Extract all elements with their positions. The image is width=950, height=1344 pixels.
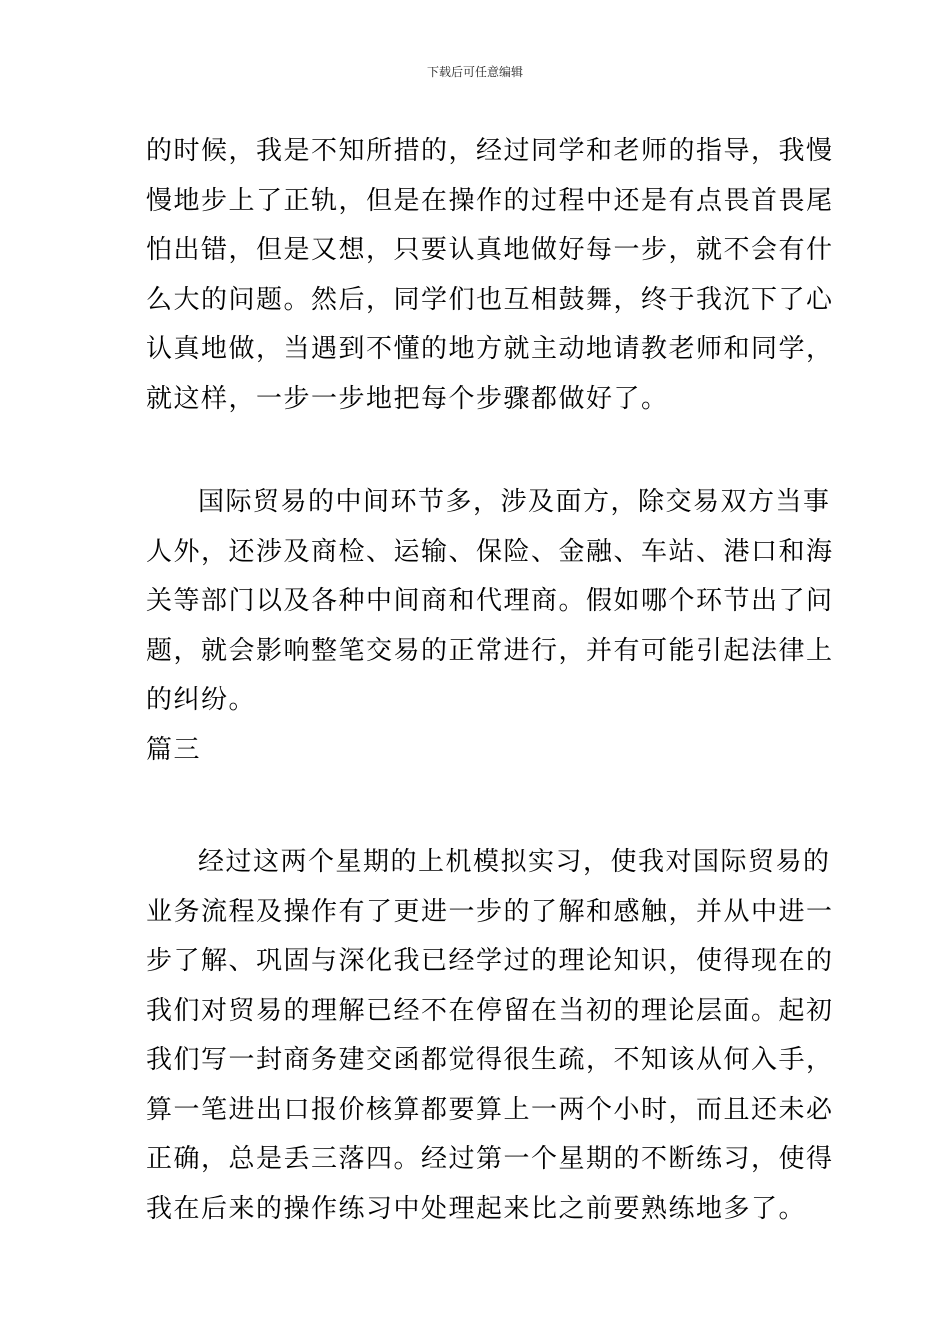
paragraph-line: 我们对贸易的理解已经不在停留在当初的理论层面。起初 bbox=[146, 995, 834, 1026]
paragraph-line: 就这样，一步一步地把每个步骤都做好了。 bbox=[146, 383, 669, 414]
paragraph-line: 正确，总是丢三落四。经过第一个星期的不断练习，使得 bbox=[146, 1144, 834, 1174]
paragraph-line: 人外，还涉及商检、运输、保险、金融、车站、港口和海 bbox=[146, 536, 834, 567]
paragraph-line: 认真地做，当遇到不懂的地方就主动地请教老师和同学， bbox=[146, 334, 834, 364]
paragraph-line: 的时候，我是不知所措的，经过同学和老师的指导，我慢 bbox=[146, 136, 834, 166]
paragraph-line: 我们写一封商务建交函都觉得很生疏，不知该从何入手， bbox=[146, 1045, 834, 1075]
paragraph-spacer bbox=[146, 424, 816, 478]
document-body bbox=[146, 127, 834, 1234]
paragraph-line: 么大的问题。然后，同学们也互相鼓舞，终于我沉下了心 bbox=[146, 284, 834, 315]
paragraph-line: 题，就会影响整笔交易的正常进行，并有可能引起法律上 bbox=[146, 635, 834, 666]
paragraph-line: 业务流程及操作有了更进一步的了解和感触，并从中进一 bbox=[146, 896, 834, 927]
paragraph-line: 关等部门以及各种中间商和代理商。假如哪个环节出了问 bbox=[146, 586, 834, 616]
section-heading: 篇三 bbox=[146, 734, 202, 765]
paragraph-line: 怕出错，但是又想，只要认真地做好每一步，就不会有什 bbox=[146, 235, 834, 265]
paragraph-1 bbox=[146, 127, 834, 424]
paragraph-2 bbox=[146, 478, 834, 726]
paragraph-line: 经过这两个星期的上机模拟实习，使我对国际贸易的 bbox=[198, 847, 831, 877]
paragraph-3 bbox=[146, 838, 834, 1234]
paragraph-line: 的纠纷。 bbox=[146, 685, 257, 715]
paragraph-line: 算一笔进出口报价核算都要算上一两个小时，而且还未必 bbox=[146, 1094, 834, 1125]
page-header: 下载后可任意编辑 bbox=[426, 65, 523, 79]
paragraph-line: 我在后来的操作练习中处理起来比之前要熟练地多了。 bbox=[146, 1193, 807, 1224]
paragraph-spacer bbox=[146, 775, 816, 838]
paragraph-line: 步了解、巩固与深化我已经学过的理论知识，使得现在的 bbox=[146, 946, 834, 976]
paragraph-line: 慢地步上了正轨，但是在操作的过程中还是有点畏首畏尾 bbox=[146, 185, 834, 216]
paragraph-line: 国际贸易的中间环节多，涉及面方，除交易双方当事 bbox=[198, 487, 831, 517]
